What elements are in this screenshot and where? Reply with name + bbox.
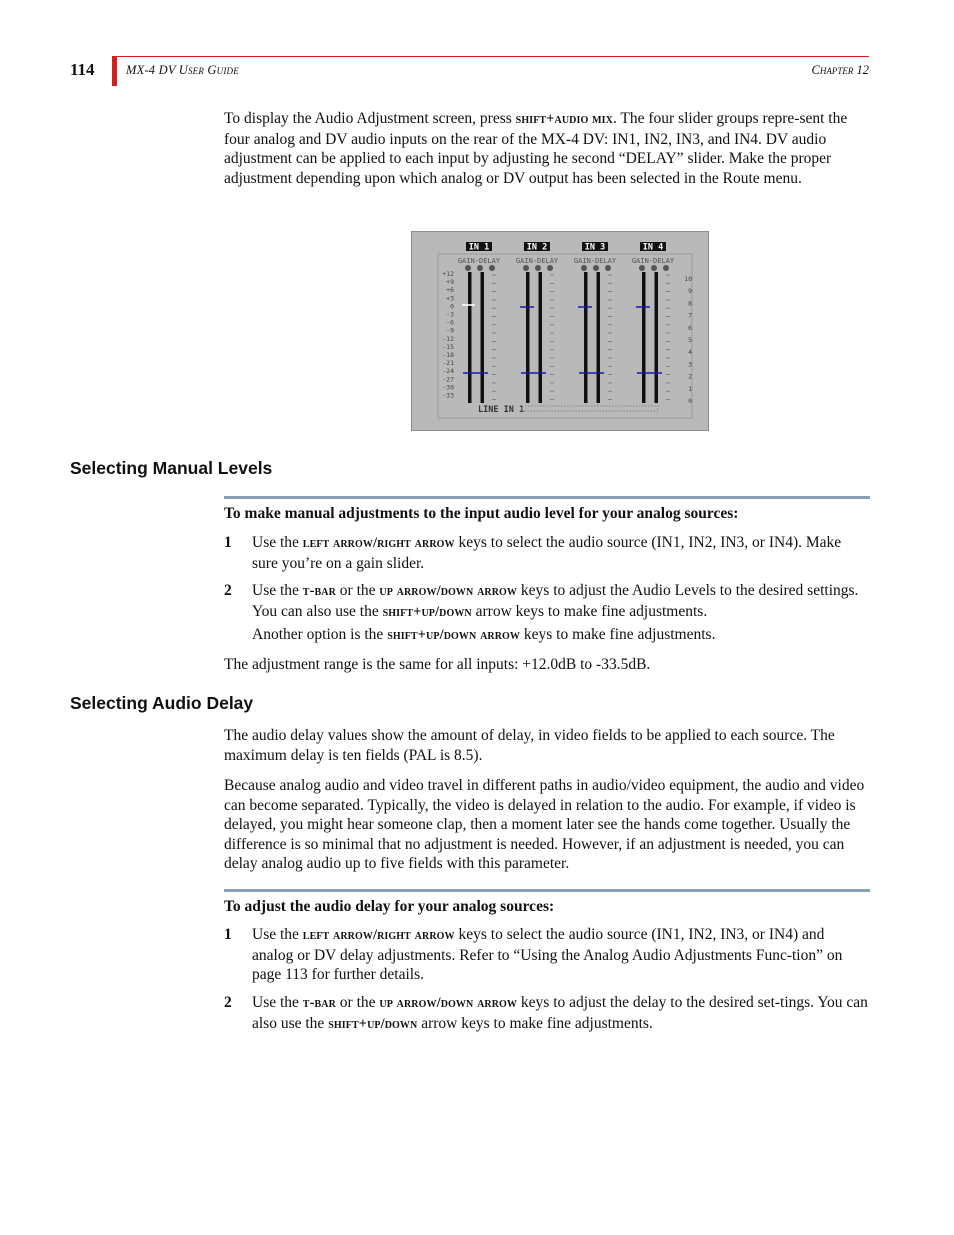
gain-scale-label: -30 <box>442 383 454 392</box>
gain-scale-label: -12 <box>442 334 454 343</box>
input-label-3: IN 3 <box>584 242 606 253</box>
procedure-rule <box>224 496 870 499</box>
adjustment-range-text: The adjustment range is the same for all inputs: +12.0dB to -33.5dB. <box>224 656 651 673</box>
section-heading-audio-delay: Selecting Audio Delay <box>70 693 254 713</box>
gain-scale-label: -18 <box>442 351 454 359</box>
header-rule <box>117 56 869 57</box>
delay-paragraph-2: Because analog audio and video travel in different paths in audio/video equipment, the audio and video can become separated. Typically, the video is delayed in relation to the audio. For example, if video is delayed, you might hear someone clap, then a moment later see the hands come together. Usually the difference is so minimal that no adjustment is needed. However, if an adjustment is needed, you can delay analog audio up to five fields with this parameter. <box>224 777 865 873</box>
knob-4-1 <box>639 265 645 271</box>
knob-1-3 <box>489 265 495 271</box>
knob-2-3 <box>547 265 553 271</box>
input-label-4: IN 4 <box>642 242 664 253</box>
delay-scale-label: 3 <box>688 360 692 369</box>
delay-scale-label: 10 <box>684 275 692 283</box>
gain-scale-label: -6 <box>446 318 454 327</box>
delay-track-3 <box>597 272 601 403</box>
gain-scale-label: 0 <box>450 302 454 311</box>
knob-3-1 <box>581 265 587 271</box>
input-label-1: IN 1 <box>468 242 490 253</box>
delay-scale-label: 5 <box>688 336 692 344</box>
gain-scale-label: -9 <box>446 326 454 335</box>
gain-track-3 <box>584 272 588 403</box>
level-meter <box>522 406 658 411</box>
delay-scale-label: 8 <box>688 299 692 308</box>
delay-track-4 <box>655 272 659 403</box>
section-heading-manual-levels: Selecting Manual Levels <box>70 458 273 478</box>
delay-scale-label: 4 <box>688 348 692 357</box>
gain-scale-label: -27 <box>442 375 454 384</box>
delay-scale-label: 6 <box>688 323 692 332</box>
screen-panel <box>438 254 692 418</box>
header-accent-bar <box>112 56 117 86</box>
delay-scale-label: 7 <box>688 311 692 320</box>
step-1: 1 Use the left arrow/right arrow keys to select the audio source (IN1, IN2, IN3, or IN4). Make sure you’re on a gain slider. <box>224 534 842 572</box>
knob-1-1 <box>465 265 471 271</box>
gain-scale-label: +12 <box>442 270 454 278</box>
page-number: 114 <box>70 60 95 79</box>
step-2-note: Another option is the shift+up/down arrow keys to make fine adjustments. <box>252 626 716 643</box>
audio-adjustment-screen <box>412 232 708 430</box>
input-label-2: IN 2 <box>526 242 548 253</box>
step-2: 2 Use the t-bar or the up arrow/down arrow keys to adjust the Audio Levels to the desired settings. You can also use the shift+up/down arrow keys to make fine adjustments. <box>224 582 859 620</box>
knob-1-2 <box>477 265 483 271</box>
delay-step-1: 1 Use the left arrow/right arrow keys to select the audio source (IN1, IN2, IN3, or IN4) and analog or DV delay adjustments. Refer to “Using the Analog Audio Adjustments Func-tion” on page 113 for further details. <box>224 926 843 984</box>
knob-4-3 <box>663 265 669 271</box>
gain-scale-label: -3 <box>446 310 454 319</box>
knob-3-3 <box>605 265 611 271</box>
knob-3-2 <box>593 265 599 271</box>
gain-scale-label: -24 <box>442 367 454 376</box>
key-shift-audio-mix: shift+audio mix <box>515 111 613 127</box>
running-header-title: MX-4 DV User Guide <box>126 63 239 77</box>
knob-2-1 <box>523 265 529 271</box>
delay-scale-label: 9 <box>688 287 692 296</box>
gain-track-1 <box>468 272 472 403</box>
group-label-3: GAIN-DELAY <box>573 257 617 265</box>
gain-track-4 <box>642 272 646 403</box>
group-label-1: GAIN-DELAY <box>457 257 501 265</box>
delay-track-2 <box>539 272 543 403</box>
intro-paragraph: To display the Audio Adjustment screen, press shift+audio mix. The four slider groups repre-sent the four analog and DV audio inputs on the rear of the MX-4 DV: IN1, IN2, IN3, and IN4. DV audio adjustment can be applied to each input by adjusting he second “DELAY” slider. Make the proper adjustment depending upon which analog or DV output has been selected in the Route menu. <box>224 110 848 187</box>
delay-scale-label: 1 <box>688 384 692 393</box>
procedure-title: To make manual adjustments to the input audio level for your analog sources: <box>224 505 739 522</box>
knob-4-2 <box>651 265 657 271</box>
delay-step-2: 2 Use the t-bar or the up arrow/down arrow keys to adjust the delay to the desired set-tings. You can also use the shift+up/down arrow keys to make fine adjustments. <box>224 994 868 1032</box>
gain-scale-label: -21 <box>442 359 454 368</box>
delay-scale-label: 2 <box>688 372 692 381</box>
gain-scale-label: +3 <box>446 294 454 303</box>
delay-paragraph-1: The audio delay values show the amount of delay, in video fields to be applied to each source. The maximum delay is ten fields (PAL is 8.5). <box>224 727 835 764</box>
gain-track-2 <box>526 272 530 403</box>
line-in-label: LINE IN 1 <box>478 405 525 415</box>
delay-scale-label: 0 <box>688 397 692 405</box>
audio-adjustment-screen-figure <box>411 231 709 431</box>
group-label-4: GAIN-DELAY <box>631 257 675 265</box>
gain-scale-label: +6 <box>446 286 454 295</box>
knob-2-2 <box>535 265 541 271</box>
delay-track-1 <box>481 272 485 403</box>
procedure-rule-2 <box>224 889 870 892</box>
gain-scale-label: -33 <box>442 391 454 400</box>
gain-scale-label: +9 <box>446 278 454 287</box>
running-header-chapter: Chapter 12 <box>811 63 869 77</box>
procedure-title-2: To adjust the audio delay for your analog sources: <box>224 898 555 915</box>
group-label-2: GAIN-DELAY <box>515 257 559 265</box>
gain-scale-label: -15 <box>442 342 454 351</box>
